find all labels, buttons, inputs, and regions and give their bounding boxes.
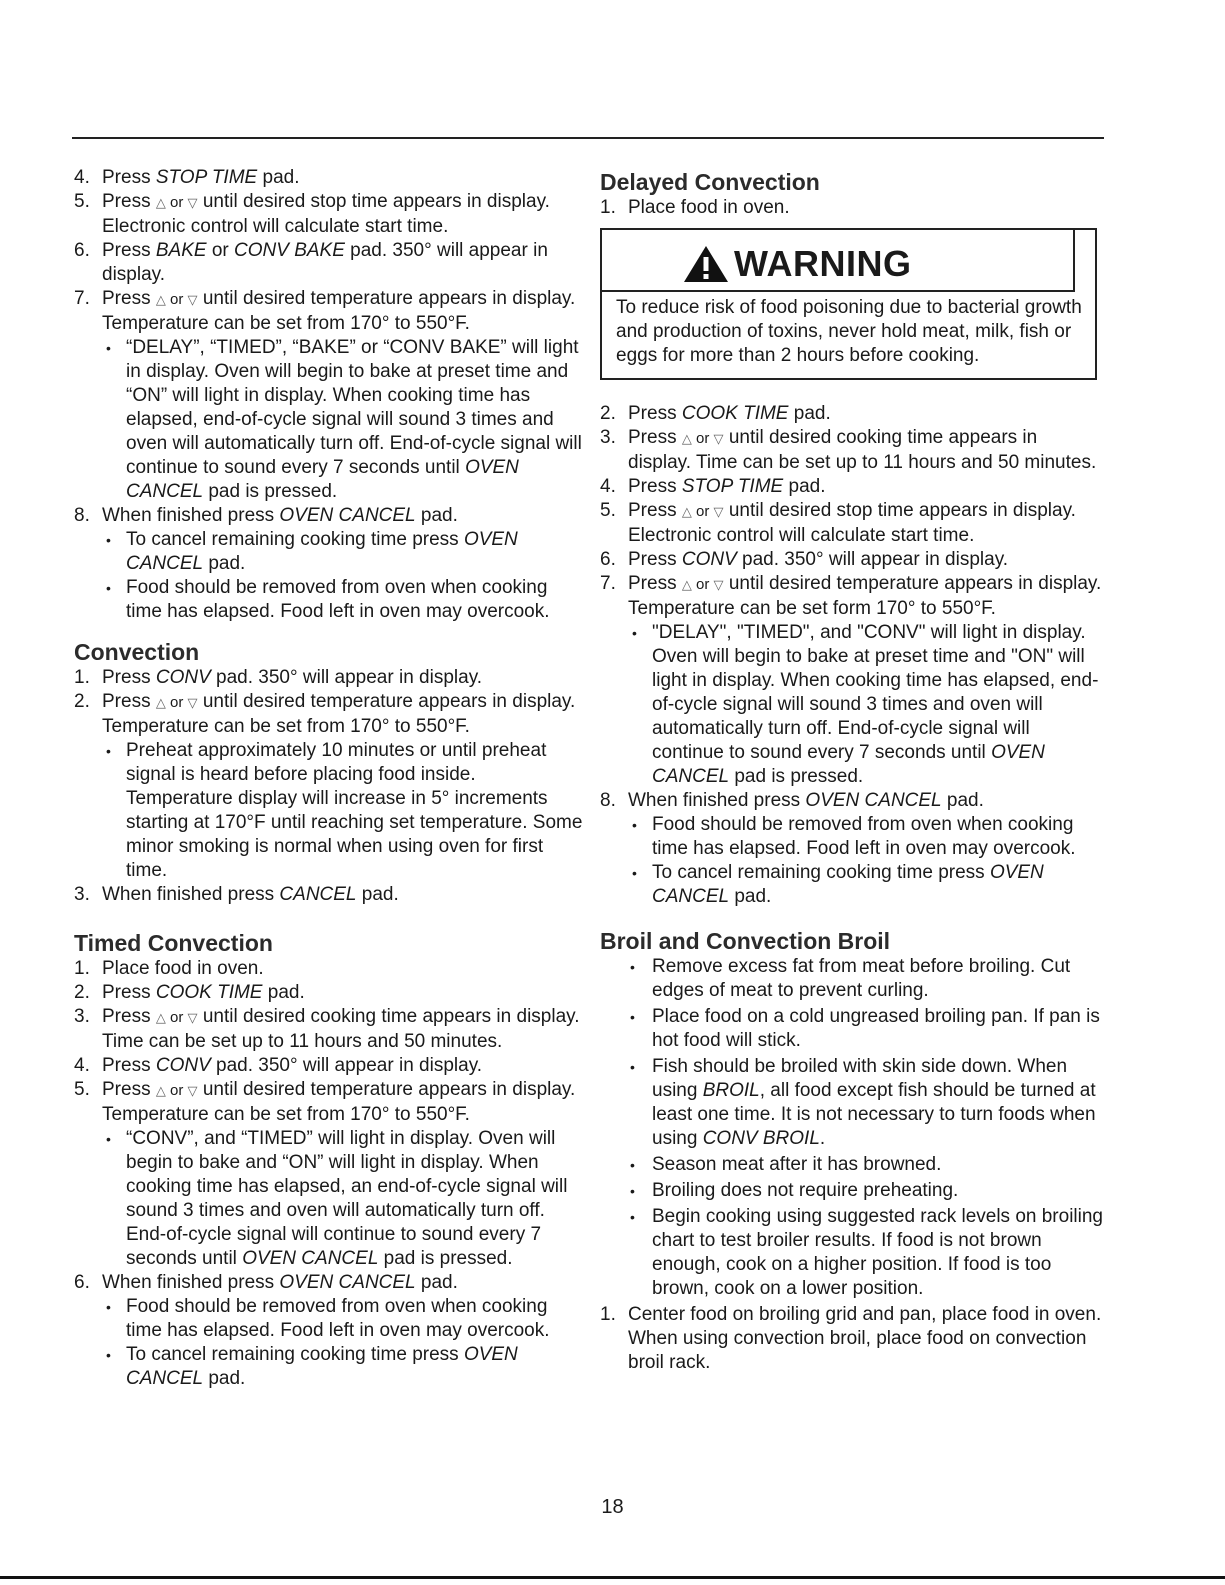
- up-arrow-icon: △: [681, 504, 692, 519]
- down-arrow-icon: ▽: [713, 577, 724, 592]
- step-text: Press STOP TIME pad.: [628, 476, 826, 497]
- broil-heading: Broil and Convection Broil: [600, 928, 891, 954]
- or-text: or: [165, 694, 188, 711]
- down-arrow-icon: ▽: [713, 431, 724, 446]
- bullet-item: • Season meat after it has browned.: [600, 1153, 1105, 1177]
- step-number: 5.: [74, 1079, 90, 1100]
- broil-steps: [600, 1303, 1105, 1375]
- bullet-item: • Place food on a cold ungreased broiling pan. If pan is hot food will stick.: [600, 1005, 1105, 1053]
- warning-title: WARNING: [734, 243, 912, 284]
- or-text: or: [165, 1009, 188, 1026]
- step-text: Press △ or ▽ until desired stop time appears in display. Electronic control will calculate start time.: [102, 191, 550, 237]
- or-text: or: [165, 194, 188, 211]
- pad-name: STOP TIME: [155, 167, 258, 188]
- step-number: 6.: [600, 549, 616, 570]
- pad-name: OVEN CANCEL: [805, 790, 942, 811]
- warning-text: To reduce risk of food poisoning due to bacterial growth and production of toxins, never hold meat, milk, fish or eggs for more than 2 hours before cooking.: [616, 297, 1082, 366]
- step-text: Press △ or ▽ until desired temperature appears in display. Temperature can be set from 170° to 550°F.: [102, 1079, 576, 1125]
- pad-name: OVEN CANCEL: [652, 742, 1045, 787]
- or-text: or: [691, 430, 714, 447]
- pad-name: OVEN CANCEL: [279, 1272, 416, 1293]
- step-number: 1.: [600, 197, 616, 218]
- pad-name: CONV: [681, 549, 737, 570]
- step-number: 4.: [74, 167, 90, 188]
- list-item: [74, 504, 584, 624]
- list-item: [600, 402, 1105, 426]
- step-text: Press △ or ▽ until desired stop time appears in display. Electronic control will calculate start time.: [628, 500, 1076, 546]
- warning-box: [600, 228, 1097, 380]
- bullet-item: • Food should be removed from oven when cooking time has elapsed. Food left in oven may overcook.: [102, 576, 584, 624]
- bullet-item: • “DELAY”, “TIMED”, “BAKE” or “CONV BAKE” will light in display. Oven will begin to bake at preset time and “ON” will light in display. When cooking time has elapsed, end-of-cycle signal will sound 3 times and oven will automatically turn off. End-of-cycle signal will continue to sound every 7 seconds until OVEN CANCEL pad is pressed.: [102, 336, 584, 504]
- pad-name: CANCEL: [279, 884, 357, 905]
- or-text: or: [691, 503, 714, 520]
- step-text: Press STOP TIME pad.: [102, 167, 300, 188]
- broil-bullets: [600, 955, 1105, 1301]
- pad-name: BROIL: [702, 1080, 760, 1101]
- pad-name: CONV BROIL: [702, 1128, 820, 1149]
- list-item: [600, 1303, 1105, 1375]
- up-arrow-icon: △: [681, 431, 692, 446]
- list-item: [600, 789, 1105, 909]
- list-item: [74, 190, 584, 239]
- bullet-item: • “CONV”, and “TIMED” will light in display. Oven will begin to bake and “ON” will light in display. When cooking time has elapsed, an end-of-cycle signal will sound 3 times and oven will automatically turn off. End-of-cycle signal will continue to sound every 7 seconds until OVEN CANCEL pad is pressed.: [102, 1127, 584, 1271]
- list-item: [74, 166, 584, 190]
- step-number: 7.: [600, 573, 616, 594]
- bullet-item: • Remove excess fat from meat before broiling. Cut edges of meat to prevent curling.: [600, 955, 1105, 1003]
- step-text: Press △ or ▽ until desired temperature appears in display. Temperature can be set form 170° to 550°F.: [628, 573, 1102, 619]
- step-number: 1.: [600, 1304, 616, 1325]
- pad-name: OVEN CANCEL: [652, 862, 1044, 907]
- pad-name: OVEN CANCEL: [242, 1248, 379, 1269]
- list-item: [74, 1271, 584, 1391]
- bullet-item: • Preheat approximately 10 minutes or until preheat signal is heard before placing food inside. Temperature display will increase in 5° increments starting at 170°F until reaching set temperature. Some minor smoking is normal when using oven for first time.: [102, 739, 584, 883]
- list-item: [600, 426, 1105, 475]
- delayed-steps-after: [600, 402, 1105, 909]
- or-text: or: [165, 1082, 188, 1099]
- list-item: [74, 690, 584, 883]
- step-text: When finished press OVEN CANCEL pad.: [102, 1272, 458, 1293]
- continued-steps: [74, 166, 584, 624]
- bullet-item: • To cancel remaining cooking time press OVEN CANCEL pad.: [628, 861, 1105, 909]
- up-arrow-icon: △: [155, 1010, 166, 1025]
- sub-list: [102, 739, 584, 883]
- list-item: [74, 883, 584, 907]
- down-arrow-icon: ▽: [187, 195, 198, 210]
- up-arrow-icon: △: [155, 695, 166, 710]
- step-text: Press △ or ▽ until desired cooking time appears in display. Time can be set up to 11 hours and 50 minutes.: [628, 427, 1097, 473]
- step-number: 6.: [74, 240, 90, 261]
- convection-heading: Convection: [74, 639, 200, 665]
- delayed-convection-heading: Delayed Convection: [600, 169, 820, 195]
- bullet-item: • Fish should be broiled with skin side down. When using BROIL, all food except fish should be turned at least one time. It is not necessary to turn foods when using CONV BROIL.: [600, 1055, 1105, 1151]
- bullet-item: • Begin cooking using suggested rack levels on broiling chart to test broiler results. If food is not brown enough, cook on a higher position. If food is too brown, cook on a lower position.: [600, 1205, 1105, 1301]
- bullet-item: • Food should be removed from oven when cooking time has elapsed. Food left in oven may overcook.: [102, 1295, 584, 1343]
- pad-name: COOK TIME: [681, 403, 789, 424]
- or-text: or: [165, 291, 188, 308]
- pad-name: OVEN CANCEL: [126, 457, 519, 502]
- step-text: Center food on broiling grid and pan, place food in oven. When using convection broil, place food on convection broil rack.: [628, 1304, 1102, 1373]
- step-number: 5.: [600, 500, 616, 521]
- timed-convection-heading: Timed Convection: [74, 930, 273, 956]
- bullet-item: • To cancel remaining cooking time press OVEN CANCEL pad.: [102, 528, 584, 576]
- step-number: 2.: [600, 403, 616, 424]
- pad-name: OVEN CANCEL: [126, 1344, 518, 1389]
- step-text: Press CONV pad. 350° will appear in display.: [102, 1055, 483, 1076]
- step-text: Press CONV pad. 350° will appear in display.: [628, 549, 1009, 570]
- step-number: 1.: [74, 958, 90, 979]
- page-number: 18: [601, 1496, 624, 1518]
- list-item: [74, 1078, 584, 1271]
- step-number: 6.: [74, 1272, 90, 1293]
- list-item: [600, 548, 1105, 572]
- warning-title-row: [602, 230, 1075, 292]
- step-text: Press COOK TIME pad.: [102, 982, 305, 1003]
- list-item: [74, 666, 584, 690]
- convection-steps: [74, 666, 584, 907]
- list-item: [600, 475, 1105, 499]
- down-arrow-icon: ▽: [713, 504, 724, 519]
- step-text: When finished press OVEN CANCEL pad.: [102, 505, 458, 526]
- step-number: 5.: [74, 191, 90, 212]
- right-column: [600, 166, 1105, 1375]
- step-text: When finished press OVEN CANCEL pad.: [628, 790, 984, 811]
- pad-name: CONV BAKE: [234, 240, 345, 261]
- pad-name: OVEN CANCEL: [126, 529, 518, 574]
- step-text: Press CONV pad. 350° will appear in display.: [102, 667, 483, 688]
- pad-name: CONV: [155, 667, 211, 688]
- timed-convection-steps: [74, 957, 584, 1391]
- sub-list: [102, 528, 584, 624]
- sub-list: [628, 813, 1105, 909]
- list-item: [600, 499, 1105, 548]
- down-arrow-icon: ▽: [187, 695, 198, 710]
- step-number: 3.: [74, 884, 90, 905]
- sub-list: [102, 1295, 584, 1391]
- sub-list: [628, 621, 1105, 789]
- step-text: Place food in oven.: [628, 197, 790, 218]
- down-arrow-icon: ▽: [187, 1083, 198, 1098]
- step-number: 2.: [74, 691, 90, 712]
- list-item: [600, 572, 1105, 789]
- pad-name: BAKE: [155, 240, 207, 261]
- bottom-rule: [0, 1576, 1225, 1579]
- pad-name: OVEN CANCEL: [279, 505, 416, 526]
- step-text: Press COOK TIME pad.: [628, 403, 831, 424]
- step-number: 4.: [600, 476, 616, 497]
- bullet-item: • To cancel remaining cooking time press OVEN CANCEL pad.: [102, 1343, 584, 1391]
- up-arrow-icon: △: [155, 195, 166, 210]
- step-text: Place food in oven.: [102, 958, 264, 979]
- list-item: [600, 196, 1105, 220]
- step-number: 4.: [74, 1055, 90, 1076]
- up-arrow-icon: △: [155, 292, 166, 307]
- bullet-item: • "DELAY", "TIMED", and "CONV" will light in display. Oven will begin to bake at preset time and "ON" will light in display. When cooking time has elapsed, end-of-cycle signal will sound 3 times and oven will automatically turn off. End-of-cycle signal will continue to sound every 7 seconds until OVEN CANCEL pad is pressed.: [628, 621, 1105, 789]
- bullet-item: • Food should be removed from oven when cooking time has elapsed. Food left in oven may overcook.: [628, 813, 1105, 861]
- list-item: [74, 287, 584, 504]
- down-arrow-icon: ▽: [187, 292, 198, 307]
- list-item: [74, 957, 584, 981]
- step-number: 8.: [74, 505, 90, 526]
- step-text: Press △ or ▽ until desired temperature appears in display. Temperature can be set from 170° to 550°F.: [102, 691, 576, 737]
- step-number: 2.: [74, 982, 90, 1003]
- down-arrow-icon: ▽: [187, 1010, 198, 1025]
- list-item: [74, 239, 584, 287]
- list-item: [74, 981, 584, 1005]
- up-arrow-icon: △: [681, 577, 692, 592]
- step-text: Press △ or ▽ until desired temperature appears in display. Temperature can be set from 170° to 550°F.: [102, 288, 576, 334]
- sub-list: [102, 336, 584, 504]
- up-arrow-icon: △: [155, 1083, 166, 1098]
- warning-triangle-icon: [682, 244, 730, 284]
- delayed-steps-before: [600, 196, 1105, 220]
- list-item: [74, 1054, 584, 1078]
- bullet-item: • Broiling does not require preheating.: [600, 1179, 1105, 1203]
- top-rule: [72, 137, 1104, 139]
- step-number: 3.: [74, 1006, 90, 1027]
- sub-list: [102, 1127, 584, 1271]
- step-number: 8.: [600, 790, 616, 811]
- pad-name: CONV: [155, 1055, 211, 1076]
- step-text: Press BAKE or CONV BAKE pad. 350° will appear in display.: [102, 240, 548, 285]
- step-text: When finished press CANCEL pad.: [102, 884, 399, 905]
- step-number: 3.: [600, 427, 616, 448]
- pad-name: STOP TIME: [681, 476, 784, 497]
- step-number: 1.: [74, 667, 90, 688]
- or-text: or: [691, 576, 714, 593]
- step-number: 7.: [74, 288, 90, 309]
- list-item: [74, 1005, 584, 1054]
- pad-name: COOK TIME: [155, 982, 263, 1003]
- step-text: Press △ or ▽ until desired cooking time appears in display. Time can be set up to 11 hours and 50 minutes.: [102, 1006, 580, 1052]
- left-column: [74, 166, 584, 1391]
